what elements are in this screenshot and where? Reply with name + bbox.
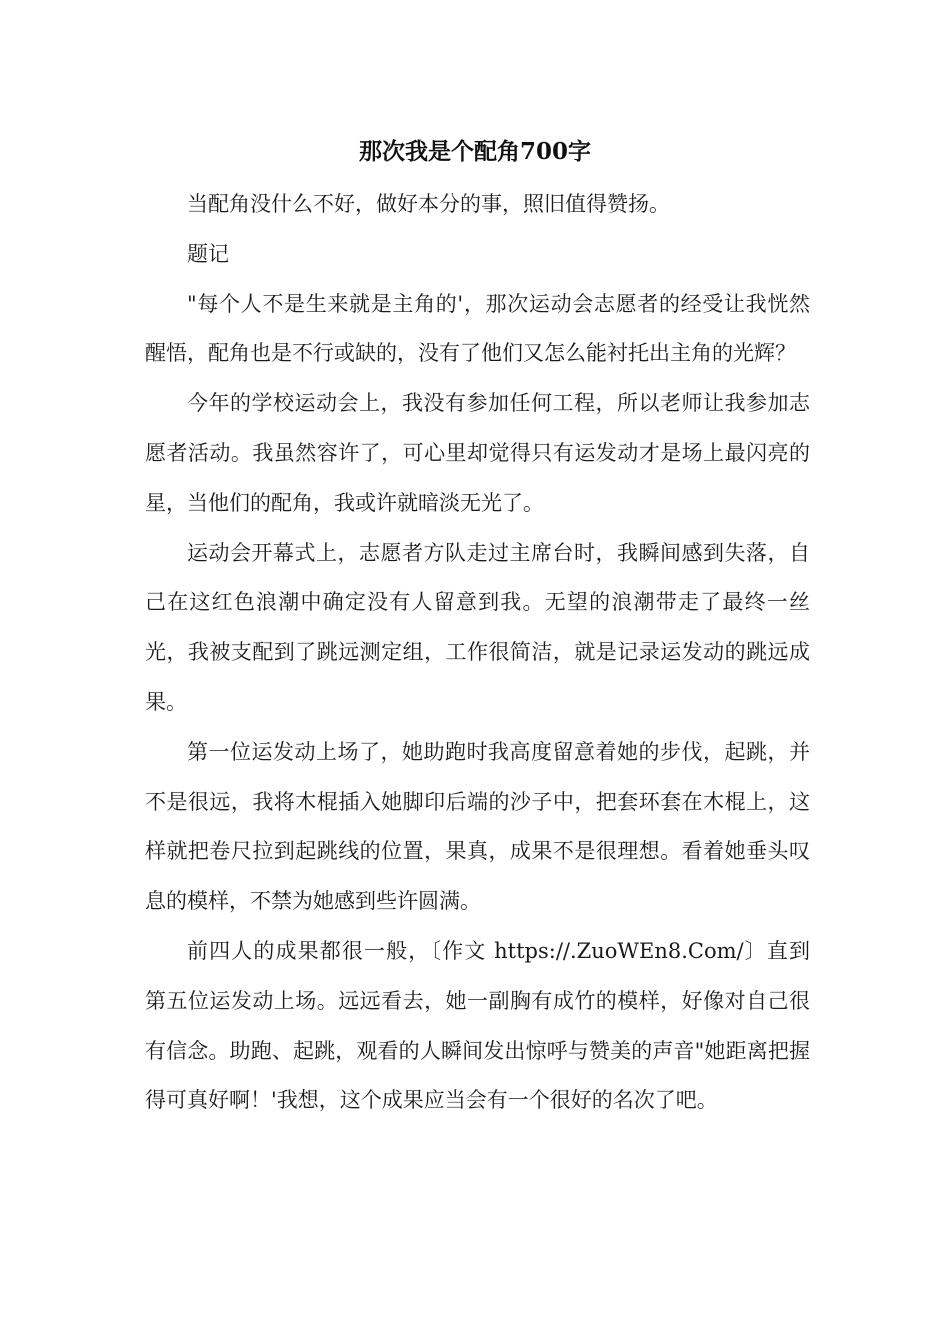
document-title: 那次我是个配角700字 [358, 138, 591, 165]
paragraph-first-athlete: 第一位运发动上场了，她助跑时我高度留意着她的步伐，起跳，并不是很远，我将木棍插入她脚印后端的沙子中，把套环套在木棍上，这样就把卷尺拉到起跳线的位置，果真，成果不是很理想。看着她垂头叹息的模样，不禁为她感到些许圆满。 [145, 739, 810, 914]
paragraph-epigraph-source: 题记 [187, 241, 229, 266]
paragraph-fifth-athlete: 前四人的成果都很一般，〔作文 https://.ZuoWEn8.Com/〕直到第五位运发动上场。远远看去，她一副胸有成竹的模样，好像对自己很有信念。助跑、起跳，观看的人瞬间发出惊呼与赞美的声音"她距离把握得可真好啊！'我想，这个成果应当会有一个很好的名次了吧。 [145, 938, 810, 1113]
paragraph-opening-ceremony: 运动会开幕式上，志愿者方队走过主席台时，我瞬间感到失落，自己在这红色浪潮中确定没有人留意到我。无望的浪潮带走了最终一丝光，我被支配到了跳远测定组，工作很简洁，就是记录运发动的跳远成果。 [145, 540, 810, 714]
paragraph-intro: "每个人不是生来就是主角的'，那次运动会志愿者的经受让我恍然醒悟，配角也是不行或缺的，没有了他们又怎么能衬托出主角的光辉？ [145, 291, 810, 366]
paragraph-epigraph: 当配角没什么不好，做好本分的事，照旧值得赞扬。 [187, 192, 670, 216]
paragraph-school-sports: 今年的学校运动会上，我没有参加任何工程，所以老师让我参加志愿者活动。我虽然容许了，可心里却觉得只有运发动才是场上最闪亮的星，当他们的配角，我或许就暗淡无光了。 [145, 391, 810, 515]
document-body [145, 180, 810, 1126]
